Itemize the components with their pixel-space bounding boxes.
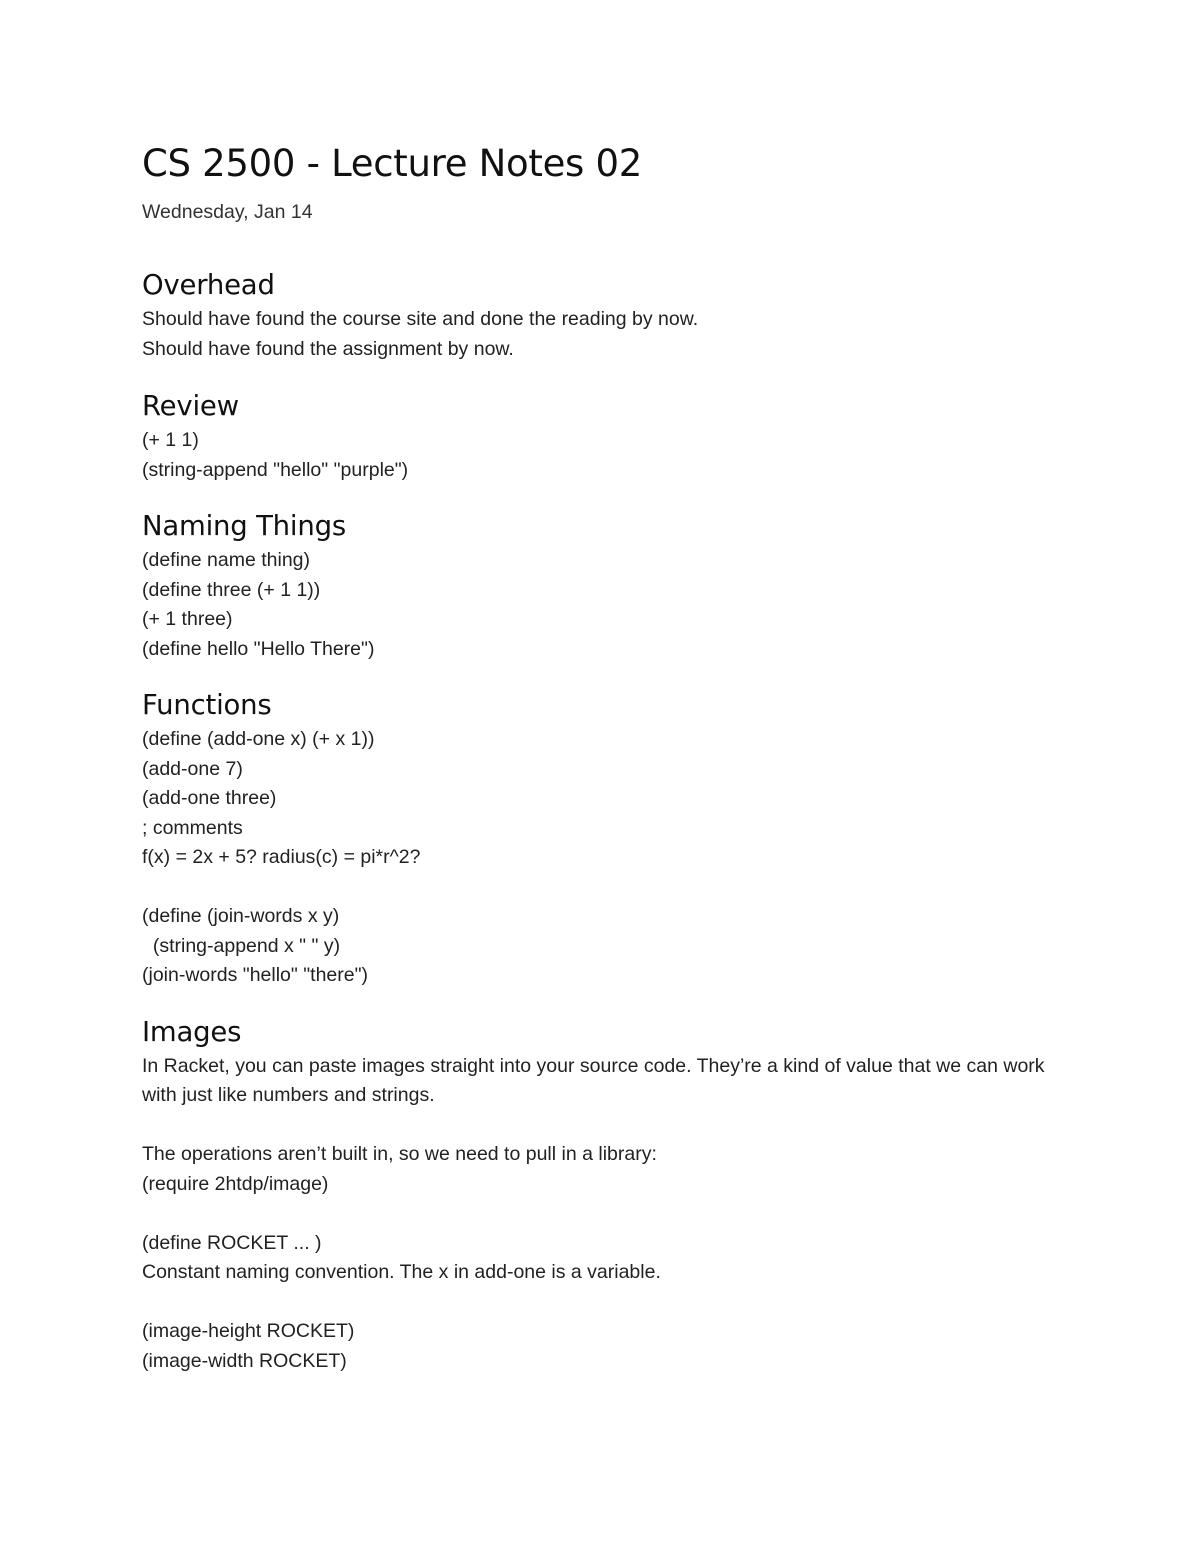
code-line: (image-width ROCKET) xyxy=(142,1349,347,1372)
code-line: (define (join-words x y) xyxy=(142,905,340,927)
heading-naming-things: Naming Things xyxy=(142,510,346,542)
text-line: Constant naming convention. The x in add-one is a variable. xyxy=(142,1261,661,1283)
code-line: (+ 1 1) xyxy=(142,429,199,451)
text-line: Should have found the course site and done the reading by now. xyxy=(142,308,699,330)
blank-line xyxy=(142,873,1082,903)
document-page xyxy=(142,138,1082,1376)
lecture-date: Wednesday, Jan 14 xyxy=(142,201,313,223)
code-line: (define (add-one x) (+ x 1)) xyxy=(142,728,375,750)
blank-line xyxy=(142,1111,1082,1141)
heading-images: Images xyxy=(142,1015,242,1048)
heading-functions: Functions xyxy=(142,689,272,721)
section-overhead xyxy=(142,265,1082,364)
code-line: (add-one 7) xyxy=(142,757,243,780)
code-line: (add-one three) xyxy=(142,787,277,809)
section-naming-things xyxy=(142,506,1082,664)
blank-line xyxy=(142,1199,1082,1229)
text-line: Should have found the assignment by now. xyxy=(142,337,514,360)
code-line: (+ 1 three) xyxy=(142,608,233,630)
heading-overhead: Overhead xyxy=(142,269,275,301)
heading-review: Review xyxy=(142,390,239,422)
code-line: ; comments xyxy=(142,816,243,839)
code-line: (define name thing) xyxy=(142,549,311,571)
blank-line xyxy=(142,1288,1082,1318)
code-line: (define ROCKET ... ) xyxy=(142,1231,322,1254)
code-line: (string-append "hello" "purple") xyxy=(142,458,409,481)
code-line: f(x) = 2x + 5? radius(c) = pi*r^2? xyxy=(142,846,421,868)
code-line: (image-height ROCKET) xyxy=(142,1320,355,1342)
paragraph: In Racket, you can paste images straight into your source code. They’re a kind of value that we can work with just like numbers and strings. xyxy=(142,1054,1045,1106)
section-functions xyxy=(142,685,1082,991)
code-line: (define hello "Hello There") xyxy=(142,637,375,660)
section-review xyxy=(142,386,1082,485)
section-images xyxy=(142,1012,1082,1377)
code-line: (require 2htdp/image) xyxy=(142,1172,329,1195)
text-line: The operations aren’t built in, so we need to pull in a library: xyxy=(142,1143,657,1165)
code-line: (string-append x " " y) xyxy=(142,934,341,957)
code-line: (join-words "hello" "there") xyxy=(142,964,369,986)
page-title: CS 2500 - Lecture Notes 02 xyxy=(142,142,642,185)
code-line: (define three (+ 1 1)) xyxy=(142,578,321,601)
